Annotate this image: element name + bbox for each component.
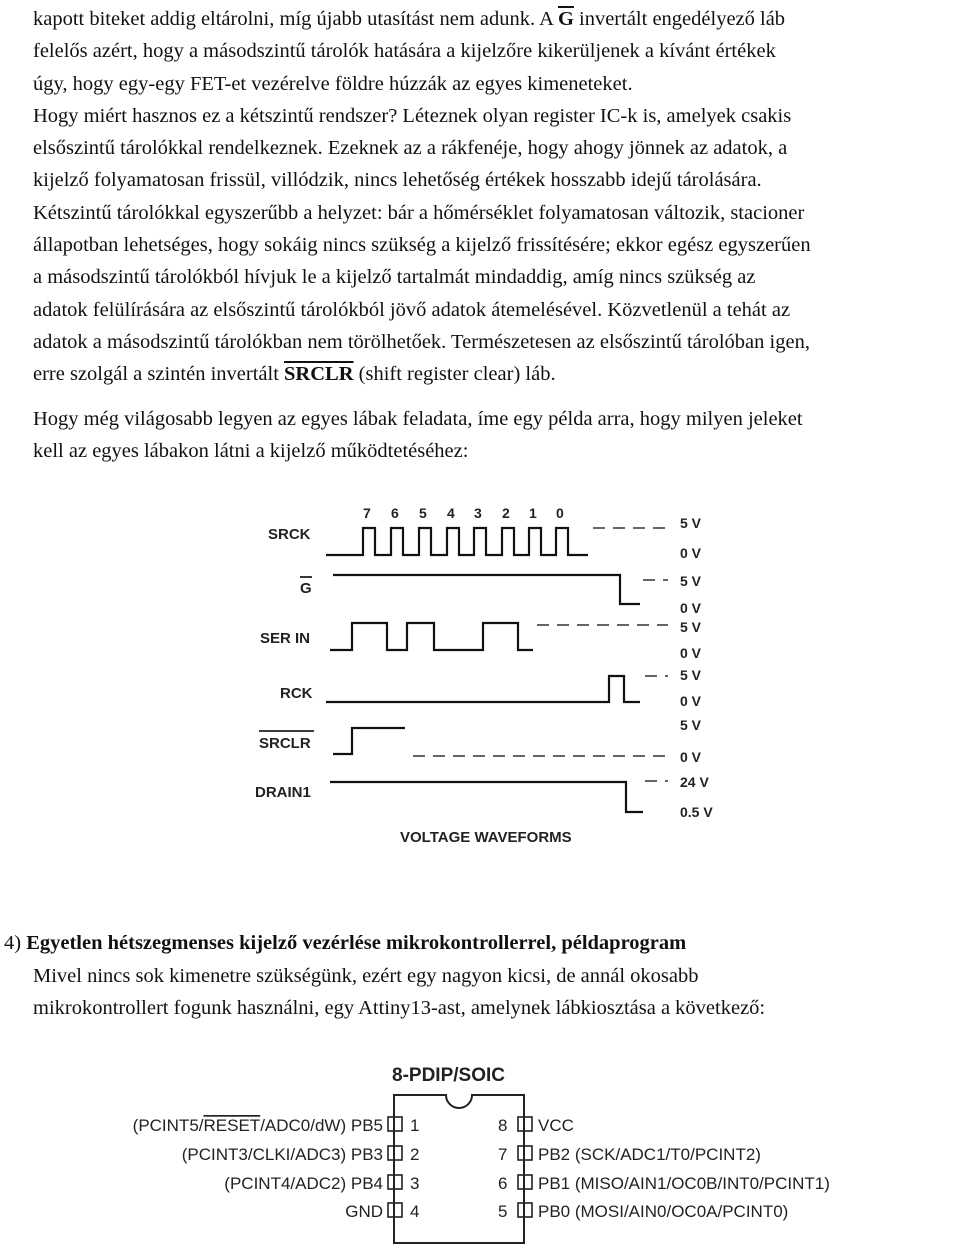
- bit-label: 7: [363, 505, 371, 521]
- attiny13-pinout-diagram: [0, 1050, 960, 1253]
- text-span: kapott biteket addig eltárolni, míg újabb utasítást nem adunk. A: [33, 8, 558, 30]
- bit-label: 5: [419, 505, 427, 521]
- pin-label-right: PB2 (SCK/ADC1/T0/PCINT2): [538, 1145, 761, 1164]
- text-line: állapotban lehetséges, hogy sokáig nincs szükség a kijelző frissítésére; ekkor egész egyszerűen: [33, 234, 811, 257]
- text-line: [33, 358, 959, 390]
- example-paragraph: [33, 403, 959, 468]
- voltage-waveform-diagram: [0, 495, 960, 855]
- section-paragraph: [33, 960, 959, 1025]
- bit-label: 6: [391, 505, 399, 521]
- section-number: 4): [4, 932, 22, 954]
- pin-label-left: GND: [345, 1202, 383, 1221]
- bit-label: 0: [556, 505, 564, 521]
- level-label: 0 V: [680, 645, 702, 661]
- drain1-waveform: [330, 782, 643, 812]
- signal-label-srck: SRCK: [268, 526, 311, 543]
- signal-label-srclr: SRCLR: [259, 735, 311, 752]
- pin-label-right: PB0 (MOSI/AIN0/OC0A/PCINT0): [538, 1202, 789, 1221]
- intro-paragraph: [33, 3, 959, 391]
- signal-label-rck: RCK: [280, 685, 313, 702]
- bit-label: 1: [529, 505, 537, 521]
- level-label: 24 V: [680, 774, 709, 790]
- level-label: 0 V: [680, 749, 702, 765]
- level-label: 5 V: [680, 667, 702, 683]
- text-line: adatok a másodszintű tárolókban nem törölhetőek. Természetesen az elsőszintű tárolóban igen,: [33, 330, 810, 353]
- section-heading: [4, 928, 954, 958]
- text-line: [33, 3, 959, 35]
- pin-number: 1: [410, 1116, 420, 1135]
- signal-label-ser-in: SER IN: [260, 630, 311, 647]
- pin-number: 8: [498, 1116, 508, 1135]
- level-label: 0 V: [680, 545, 702, 561]
- g-symbol: $\overline{G}$: [557, 8, 574, 30]
- text-line: adatok felülírására az elsőszintű tárolókból jövő adatok átemelésével. Közvetlenül a tehát az: [33, 298, 791, 321]
- text-line: kell az egyes lábakon látni a kijelző működtetéséhez:: [33, 440, 469, 463]
- pin-label-left: (PCINT5/RESET/ADC0/dW) PB5: [132, 1116, 383, 1135]
- text-span: erre szolgál a szintén invertált: [33, 363, 285, 386]
- level-label: 0 V: [680, 693, 702, 709]
- level-label: 0 V: [680, 600, 702, 616]
- bit-label: 2: [502, 505, 510, 521]
- pin-label-right: PB1 (MISO/AIN1/OC0B/INT0/PCINT1): [538, 1174, 830, 1193]
- text-line: Mivel nincs sok kimenetre szükségünk, ezért egy nagyon kicsi, de annál okosabb: [33, 965, 699, 987]
- text-line: felelős azért, hogy a másodszintű tárolók hatására a kijelzőre kikerüljenek a kívánt értékek: [33, 40, 776, 63]
- pin-number: 7: [498, 1145, 508, 1164]
- signal-label-g: G: [300, 580, 312, 597]
- level-label: 5 V: [680, 619, 702, 635]
- pin-number: 2: [410, 1145, 420, 1164]
- srclr-symbol: SRCLR: [284, 363, 354, 386]
- text-line: a másodszintű tárolókból hívjuk le a kijelző tartalmát mindaddig, amíg nincs szükség az: [33, 266, 756, 289]
- level-label: 5 V: [680, 717, 702, 733]
- rck-waveform: [326, 676, 640, 702]
- bit-label: 3: [474, 505, 482, 521]
- signal-label-drain1: DRAIN1: [255, 784, 311, 801]
- pin-label-left: (PCINT3/CLKI/ADC3) PB3: [181, 1145, 383, 1164]
- level-label: 5 V: [680, 573, 702, 589]
- bit-label: 4: [447, 505, 455, 521]
- text-line: Kétszintű tárolókkal egyszerűbb a helyzet: bár a hőmérséklet folyamatosan változik, stacioner: [33, 201, 805, 224]
- srclr-waveform: [333, 728, 405, 754]
- ser-in-waveform: [330, 623, 533, 650]
- text-span: invertált engedélyező láb: [573, 8, 786, 30]
- package-label: 8-PDIP/SOIC: [392, 1065, 505, 1086]
- section-title: Egyetlen hétszegmenses kijelző vezérlése mikrokontrollerrel, példaprogram: [26, 932, 687, 954]
- pin-number: 6: [498, 1174, 508, 1193]
- text-line: mikrokontrollert fogunk használni, egy Attiny13-ast, amelynek lábkiosztása a következő:: [33, 997, 766, 1020]
- text-span: (shift register clear) láb.: [353, 363, 556, 386]
- pin-number: 5: [498, 1202, 508, 1221]
- text-line: Hogy miért hasznos ez a kétszintű rendszer? Léteznek olyan register IC-k is, amelyek csakis: [33, 104, 792, 127]
- text-line: úgy, hogy egy-egy FET-et vezérelve földre húzzák az egyes kimeneteket.: [33, 72, 633, 95]
- level-label: 5 V: [680, 515, 702, 531]
- text-line: Hogy még világosabb legyen az egyes lábak feladata, íme egy példa arra, hogy milyen jeleket: [33, 408, 803, 430]
- text-line: kijelző folyamatosan frissül, villódzik, nincs lehetőség értékek hosszabb idejű tárolására.: [33, 169, 762, 192]
- pin-label-right: VCC: [538, 1116, 574, 1135]
- pin-label-left: (PCINT4/ADC2) PB4: [224, 1174, 383, 1193]
- pin-number: 4: [410, 1202, 420, 1221]
- srck-waveform: [326, 528, 588, 555]
- level-label: 0.5 V: [680, 804, 713, 820]
- g-waveform: [333, 575, 640, 604]
- pin-number: 3: [410, 1174, 420, 1193]
- waveform-caption: VOLTAGE WAVEFORMS: [400, 829, 572, 846]
- text-line: elsőszintű tárolókkal rendelkeznek. Ezeknek az a rákfenéje, hogy ahogy jönnek az adatok, a: [33, 137, 788, 160]
